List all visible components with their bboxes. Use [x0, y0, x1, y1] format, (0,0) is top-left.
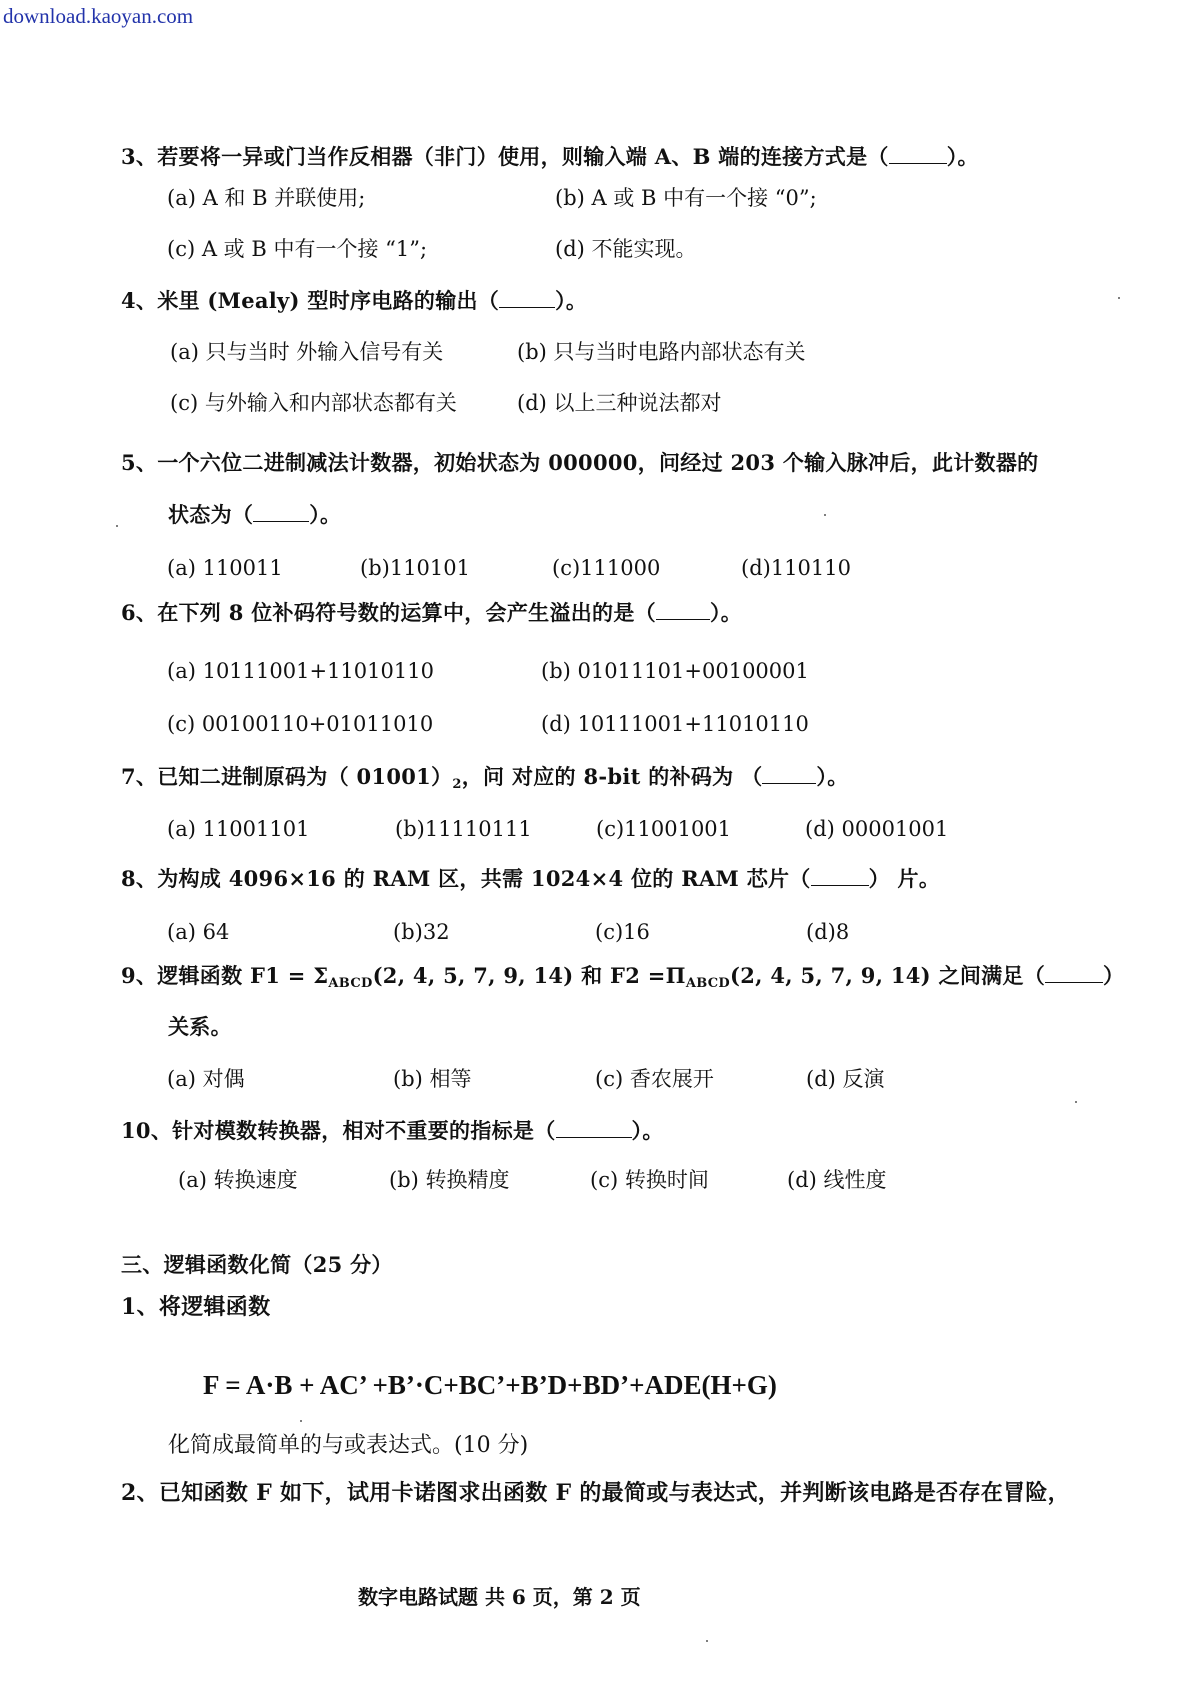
q3-option-a: (a) A 和 B 并联使用;	[167, 186, 366, 210]
section-3-item-1-tail: 化简成最简单的与或表达式。(10 分)	[168, 1433, 529, 1458]
question-3-end: ）。	[946, 144, 979, 169]
answer-blank	[556, 1117, 632, 1138]
q10-option-c: (c) 转换时间	[590, 1168, 709, 1192]
question-10	[121, 1116, 664, 1146]
q4-option-d: (d) 以上三种说法都对	[517, 391, 722, 415]
q4-option-c: (c) 与外输入和内部状态都有关	[170, 391, 457, 415]
question-3	[121, 142, 979, 172]
subscript-abcd: ABCD	[685, 976, 730, 991]
question-4	[121, 286, 587, 316]
scan-speck	[1118, 297, 1120, 299]
q7-option-a: (a) 11001101	[167, 817, 310, 841]
question-5-end: ）。	[309, 502, 342, 527]
answer-blank	[762, 763, 816, 784]
q9-option-d: (d) 反演	[806, 1067, 885, 1091]
section-3-item-1: 1、将逻辑函数	[121, 1294, 271, 1320]
q8-option-d: (d)8	[806, 920, 850, 944]
question-9-cont: 关系。	[168, 1014, 232, 1039]
answer-blank	[499, 287, 555, 308]
question-5: 5、一个六位二进制减法计数器，初始状态为 000000，问经过 203 个输入脉冲后，此计数器的	[121, 450, 1039, 475]
subscript-abcd: ABCD	[328, 976, 373, 991]
question-9	[121, 961, 1124, 999]
q5-option-d: (d)110110	[741, 556, 851, 580]
q4-option-a: (a) 只与当时 外输入信号有关	[170, 340, 444, 364]
q7-option-b: (b)11110111	[395, 817, 532, 841]
question-5-cont	[168, 500, 341, 530]
answer-blank	[656, 599, 710, 620]
q9-option-b: (b) 相等	[393, 1067, 472, 1091]
q10-option-b: (b) 转换精度	[389, 1168, 510, 1192]
q10-option-a: (a) 转换速度	[178, 1168, 298, 1192]
question-10-text: 10、针对模数转换器，相对不重要的指标是（	[121, 1118, 556, 1143]
question-9-text-a: 9、逻辑函数 F1 = Σ	[121, 963, 329, 988]
q8-option-c: (c)16	[595, 920, 650, 944]
subscript: 2	[452, 777, 462, 792]
q6-option-c: (c) 00100110+01011010	[167, 712, 434, 736]
q9-option-a: (a) 对偶	[167, 1067, 245, 1091]
question-7-mid: ，问 对应的 8-bit 的补码为 （	[461, 764, 763, 789]
question-4-text: 4、米里 (Mealy) 型时序电路的输出（	[121, 288, 500, 313]
q8-option-b: (b)32	[393, 920, 450, 944]
q8-option-a: (a) 64	[167, 920, 230, 944]
question-10-end: ）。	[631, 1118, 664, 1143]
section-3-title: 三、逻辑函数化简（25 分）	[121, 1252, 393, 1277]
question-6	[121, 598, 742, 628]
q7-option-c: (c)11001001	[596, 817, 732, 841]
question-8-end: ） 片。	[868, 866, 941, 891]
answer-blank	[889, 143, 947, 164]
question-7-end: ）。	[816, 764, 849, 789]
q3-option-d: (d) 不能实现。	[555, 237, 697, 261]
q3-option-b: (b) A 或 B 中有一个接 “0”;	[555, 186, 817, 210]
answer-blank	[811, 865, 869, 886]
q5-option-a: (a) 110011	[167, 556, 283, 580]
question-9-text-b: (2, 4, 5, 7, 9, 14) 和 F2 =Π	[372, 963, 686, 988]
formula: F = A·B + AC’ +B’·C+BC’+B’D+BD’+ADE(H+G)	[203, 1370, 777, 1400]
scan-speck	[300, 1420, 302, 1422]
answer-blank	[1045, 962, 1103, 983]
q6-option-b: (b) 01011101+00100001	[541, 659, 809, 683]
section-3-item-2: 2、已知函数 F 如下，试用卡诺图求出函数 F 的最简或与表达式，并判断该电路是否存在冒险，	[121, 1480, 1070, 1506]
q7-option-d: (d) 00001001	[805, 817, 949, 841]
question-9-text-c: (2, 4, 5, 7, 9, 14) 之间满足（	[729, 963, 1046, 988]
q4-option-b: (b) 只与当时电路内部状态有关	[517, 340, 806, 364]
q3-option-c: (c) A 或 B 中有一个接 “1”;	[167, 237, 428, 261]
page-footer: 数字电路试题 共 6 页，第 2 页	[358, 1585, 641, 1609]
question-5-text: 状态为（	[168, 502, 254, 527]
q6-option-a: (a) 10111001+11010110	[167, 659, 434, 683]
answer-blank	[253, 501, 309, 522]
q5-option-c: (c)111000	[552, 556, 661, 580]
question-8	[121, 864, 940, 894]
question-7	[121, 762, 849, 800]
question-3-text: 3、若要将一异或门当作反相器（非门）使用，则输入端 A、B 端的连接方式是（	[121, 144, 889, 169]
q10-option-d: (d) 线性度	[787, 1168, 887, 1192]
question-7-text: 7、已知二进制原码为（ 01001）	[121, 764, 453, 789]
watermark-text: download.kaoyan.com	[3, 4, 194, 28]
scan-speck	[824, 514, 826, 516]
q6-option-d: (d) 10111001+11010110	[541, 712, 809, 736]
q5-option-b: (b)110101	[360, 556, 470, 580]
scan-speck	[116, 525, 118, 527]
question-9-end: ）	[1103, 963, 1125, 988]
question-8-text: 8、为构成 4096×16 的 RAM 区，共需 1024×4 位的 RAM 芯片（	[121, 866, 811, 891]
q9-option-c: (c) 香农展开	[595, 1067, 714, 1091]
question-6-end: ）。	[709, 600, 743, 625]
question-4-end: ）。	[555, 288, 588, 313]
scan-speck	[706, 1640, 708, 1642]
scan-speck	[1075, 1101, 1077, 1103]
question-6-text: 6、在下列 8 位补码符号数的运算中，会产生溢出的是（	[121, 600, 656, 625]
